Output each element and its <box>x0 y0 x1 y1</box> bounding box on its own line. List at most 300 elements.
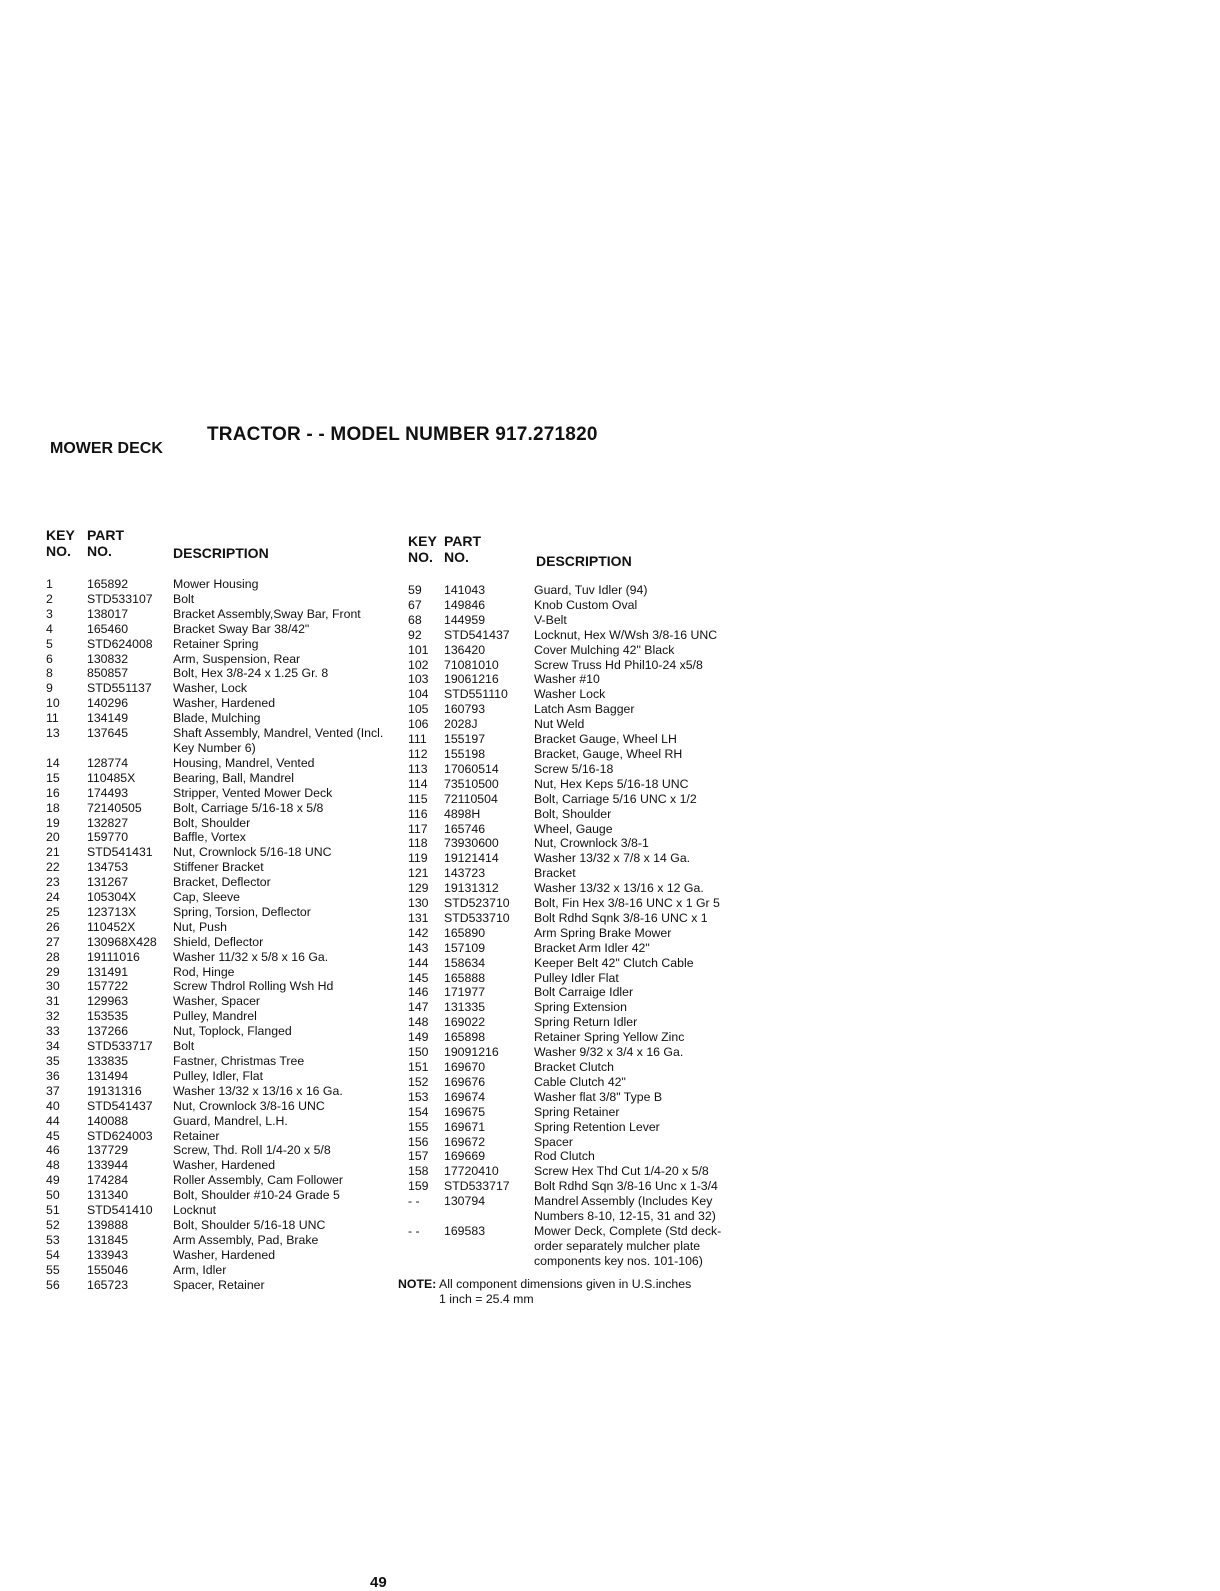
table-row <box>46 1263 406 1278</box>
part-no: STD533107 <box>87 591 153 606</box>
part-description: Bolt Rdhd Sqnk 3/8-16 UNC x 1 <box>534 910 708 925</box>
part-no: 157109 <box>444 940 486 955</box>
part-description: Washer #10 <box>534 672 600 687</box>
key-no-header <box>46 527 75 559</box>
table-row <box>46 830 406 845</box>
key-no: 117 <box>408 821 428 836</box>
part-description: Screw Truss Hd Phil10-24 x5/8 <box>534 657 703 672</box>
table-row <box>408 1000 758 1015</box>
part-no: 130968X428 <box>87 934 157 949</box>
part-description: Bracket Gauge, Wheel LH <box>534 732 677 747</box>
part-no: STD551110 <box>444 687 508 702</box>
part-no: 138017 <box>87 606 129 621</box>
part-no: 134753 <box>87 860 129 875</box>
part-description: Bearing, Ball, Mandrel <box>173 770 294 785</box>
key-no: 155 <box>408 1119 429 1134</box>
key-no: 68 <box>408 612 422 627</box>
key-no: 104 <box>408 687 429 702</box>
key-no: 16 <box>46 785 60 800</box>
table-row <box>46 1203 406 1218</box>
table-row <box>46 622 406 637</box>
table-row <box>46 950 406 965</box>
key-no: 23 <box>46 875 60 890</box>
part-no: 131494 <box>87 1068 129 1083</box>
part-no: 155198 <box>444 746 486 761</box>
part-no: 174284 <box>87 1173 129 1188</box>
key-no: 18 <box>46 800 60 815</box>
part-no: 160793 <box>444 702 486 717</box>
table-row <box>46 592 406 607</box>
table-row <box>408 792 758 807</box>
key-no: 49 <box>46 1173 60 1188</box>
part-no: 169670 <box>444 1060 486 1074</box>
part-no: 165898 <box>444 1030 486 1045</box>
part-no: STD624008 <box>87 636 153 651</box>
table-row <box>46 979 406 994</box>
key-no: 153 <box>408 1089 429 1104</box>
key-no: 148 <box>408 1015 429 1030</box>
table-row <box>408 1105 758 1120</box>
key-no: 19 <box>46 815 60 830</box>
key-no: 111 <box>408 732 427 747</box>
key-no: 50 <box>46 1188 60 1203</box>
table-row <box>46 696 406 711</box>
part-description: Washer, Spacer <box>173 994 261 1009</box>
part-description: Blade, Mulching <box>173 711 261 726</box>
part-no: 169675 <box>444 1104 486 1119</box>
part-description: V-Belt <box>534 612 567 627</box>
table-row <box>408 866 758 881</box>
part-no: 139888 <box>87 1217 129 1232</box>
key-no: 158 <box>408 1164 429 1179</box>
table-row <box>46 1158 406 1173</box>
key-no: 146 <box>408 985 429 1000</box>
part-no: STD541437 <box>444 627 510 642</box>
key-no: 46 <box>46 1143 60 1158</box>
part-description: Washer Lock <box>534 687 606 702</box>
part-no: STD541410 <box>87 1203 153 1218</box>
part-description: Washer 11/32 x 5/8 x 16 Ga. <box>173 949 329 964</box>
part-description: Bolt <box>173 1039 195 1054</box>
key-no: 45 <box>46 1128 60 1143</box>
part-no: 134149 <box>87 711 129 726</box>
part-description: Nut, Toplock, Flanged <box>173 1024 292 1039</box>
table-row <box>46 860 406 875</box>
part-description: Spring, Torsion, Deflector <box>173 904 311 919</box>
part-description: Bracket, Gauge, Wheel RH <box>534 746 683 761</box>
part-description: Shaft Assembly, Mandrel, Vented (Incl. Key Number 6) <box>173 726 384 755</box>
key-no: 151 <box>408 1060 429 1074</box>
part-no: STD533710 <box>444 910 510 925</box>
part-no: 19121414 <box>444 851 499 866</box>
part-no: 73930600 <box>444 836 499 851</box>
part-description: Knob Custom Oval <box>534 597 638 612</box>
table-row <box>408 836 758 851</box>
key-no: 3 <box>46 606 53 621</box>
key-no: 6 <box>46 651 53 666</box>
part-no: 131845 <box>87 1232 129 1247</box>
table-row <box>46 816 406 831</box>
table-row <box>408 1120 758 1135</box>
table-row <box>46 1233 406 1248</box>
part-no: 71081010 <box>444 657 499 672</box>
table-row <box>46 607 406 622</box>
part-no: 105304X <box>87 890 137 905</box>
key-no: 14 <box>46 755 60 770</box>
key-header-line1: KEY <box>46 527 75 543</box>
part-description: Stripper, Vented Mower Deck <box>173 785 333 800</box>
table-row <box>408 717 758 732</box>
part-no: 165460 <box>87 621 129 636</box>
part-no: 137729 <box>87 1143 129 1158</box>
part-description: Locknut <box>173 1203 217 1218</box>
table-row <box>408 702 758 717</box>
key-no: 114 <box>408 776 428 791</box>
part-no: 4898H <box>444 806 481 821</box>
part-description: Screw, Thd. Roll 1/4-20 x 5/8 <box>173 1143 331 1158</box>
part-no: 169672 <box>444 1134 486 1149</box>
key-no: 112 <box>408 746 428 761</box>
table-row <box>408 658 758 673</box>
section-heading: MOWER DECK <box>50 440 163 457</box>
part-description: Nut, Push <box>173 919 227 934</box>
table-row <box>408 598 758 613</box>
part-no: 174493 <box>87 785 129 800</box>
part-description: Bolt Carraige Idler <box>534 985 634 1000</box>
key-no: 67 <box>408 597 422 612</box>
key-no: 59 <box>408 583 422 597</box>
part-description: Bracket <box>534 866 576 881</box>
table-row <box>408 747 758 762</box>
part-no: STD523710 <box>444 896 510 911</box>
key-no: 22 <box>46 860 60 875</box>
table-row <box>46 637 406 652</box>
part-description: Pulley Idler Flat <box>534 970 619 985</box>
key-no: 37 <box>46 1083 60 1098</box>
key-no: 157 <box>408 1149 429 1164</box>
part-description: Retainer Spring <box>173 636 259 651</box>
part-no-header <box>87 527 124 559</box>
part-description: Bracket Arm Idler 42" <box>534 940 650 955</box>
part-no: 131340 <box>87 1188 129 1203</box>
part-no: 165890 <box>444 925 486 940</box>
part-description: Washer 9/32 x 3/4 x 16 Ga. <box>534 1045 684 1060</box>
key-no: 101 <box>408 642 429 657</box>
part-description: Pulley, Mandrel <box>173 1009 257 1024</box>
part-description: Roller Assembly, Cam Follower <box>173 1173 343 1188</box>
part-no: STD624003 <box>87 1128 153 1143</box>
part-no: 850857 <box>87 666 129 681</box>
part-no: STD533717 <box>444 1179 510 1194</box>
part-no: 130832 <box>87 651 129 666</box>
table-row <box>408 583 758 598</box>
table-row <box>46 771 406 786</box>
part-description: Washer, Lock <box>173 681 248 696</box>
part-no: 72110504 <box>444 791 498 806</box>
part-header-line1: PART <box>444 533 482 549</box>
part-description: Spring Extension <box>534 1000 627 1015</box>
key-no: 32 <box>46 1009 60 1024</box>
key-no: 30 <box>46 979 60 994</box>
table-row <box>46 756 406 771</box>
key-no: 144 <box>408 955 429 970</box>
part-description: Arm, Idler <box>173 1262 227 1277</box>
part-no: 155197 <box>444 732 486 747</box>
table-row <box>408 672 758 687</box>
key-no: 10 <box>46 696 60 711</box>
key-no: 106 <box>408 717 429 732</box>
table-row <box>46 666 406 681</box>
part-description: Retainer Spring Yellow Zinc <box>534 1030 685 1045</box>
part-header-line2: NO. <box>444 549 469 565</box>
part-description: Rod, Hinge <box>173 964 235 979</box>
part-description: Guard, Mandrel, L.H. <box>173 1113 288 1128</box>
table-row <box>46 1039 406 1054</box>
key-no: 118 <box>408 836 428 851</box>
table-row <box>46 1024 406 1039</box>
description-header: DESCRIPTION <box>536 553 632 569</box>
part-no: 19091216 <box>444 1045 499 1060</box>
key-no: 25 <box>46 904 60 919</box>
key-no: 56 <box>46 1277 60 1292</box>
table-row <box>46 965 406 980</box>
key-no: 36 <box>46 1068 60 1083</box>
table-row <box>46 845 406 860</box>
table-row <box>408 1015 758 1030</box>
key-no: 21 <box>46 845 60 860</box>
table-row <box>408 777 758 792</box>
part-no: 137645 <box>87 726 129 741</box>
part-no: 129963 <box>87 994 129 1009</box>
key-header-line2: NO. <box>408 549 433 565</box>
part-no: 19111016 <box>87 949 140 964</box>
part-description: Nut, Crownlock 5/16-18 UNC <box>173 845 332 860</box>
part-description: Cover Mulching 42" Black <box>534 642 675 657</box>
key-no: 2 <box>46 591 53 606</box>
part-no-header <box>444 533 481 565</box>
key-no: 119 <box>408 851 428 866</box>
key-no: 29 <box>46 964 60 979</box>
part-description: Bolt, Shoulder 5/16-18 UNC <box>173 1217 326 1232</box>
part-no: 143723 <box>444 866 486 881</box>
dimension-note <box>398 1277 691 1307</box>
key-header-line1: KEY <box>408 533 437 549</box>
part-description: Spacer, Retainer <box>173 1277 265 1292</box>
part-description: Bolt Rdhd Sqn 3/8-16 Unc x 1-3/4 <box>534 1179 718 1194</box>
part-description: Bolt <box>173 591 195 606</box>
key-no: 1 <box>46 577 53 591</box>
table-row <box>408 762 758 777</box>
table-row <box>46 1114 406 1129</box>
part-no: 110485X <box>87 770 136 785</box>
parts-list-left <box>46 577 406 1293</box>
part-header-line1: PART <box>87 527 125 543</box>
part-description: Screw Thdrol Rolling Wsh Hd <box>173 979 334 994</box>
part-description: Arm Spring Brake Mower <box>534 925 672 940</box>
part-description: Retainer <box>173 1128 220 1143</box>
key-no: 28 <box>46 949 60 964</box>
part-description: Stiffener Bracket <box>173 860 264 875</box>
key-no: 152 <box>408 1074 429 1089</box>
part-no: 169669 <box>444 1149 486 1164</box>
table-row <box>408 643 758 658</box>
part-no: 149846 <box>444 597 486 612</box>
key-no: 44 <box>46 1113 60 1128</box>
part-description: Rod Clutch <box>534 1149 595 1164</box>
key-no: 5 <box>46 636 53 651</box>
part-description: Shield, Deflector <box>173 934 264 949</box>
part-description: Spring Retainer <box>534 1104 620 1119</box>
description-header: DESCRIPTION <box>173 545 269 561</box>
table-row <box>46 577 406 592</box>
table-row <box>408 851 758 866</box>
part-description: Housing, Mandrel, Vented <box>173 755 315 770</box>
part-description: Arm, Suspension, Rear <box>173 651 301 666</box>
part-description: Nut, Crownlock 3/8-1 <box>534 836 649 851</box>
key-no: 145 <box>408 970 429 985</box>
key-no: 115 <box>408 791 428 806</box>
parts-list-right <box>408 583 758 1269</box>
table-row <box>408 1045 758 1060</box>
part-no: 110452X <box>87 919 136 934</box>
key-no: 48 <box>46 1158 60 1173</box>
part-no: 2028J <box>444 717 478 732</box>
key-no: 33 <box>46 1024 60 1039</box>
table-row <box>46 1248 406 1263</box>
part-description: Latch Asm Bagger <box>534 702 635 717</box>
key-no: 147 <box>408 1000 429 1015</box>
part-no: 169674 <box>444 1089 486 1104</box>
part-description: Washer 13/32 x 7/8 x 14 Ga. <box>534 851 691 866</box>
part-description: Spacer <box>534 1134 573 1149</box>
parts-table-left <box>46 527 406 1293</box>
part-description: Bracket, Deflector <box>173 875 271 890</box>
part-header-line2: NO. <box>87 543 112 559</box>
table-row <box>46 875 406 890</box>
table-row <box>408 1224 758 1269</box>
key-no: 24 <box>46 890 60 905</box>
part-description: Screw Hex Thd Cut 1/4-20 x 5/8 <box>534 1164 709 1179</box>
key-no: 154 <box>408 1104 429 1119</box>
part-no: 141043 <box>444 583 486 597</box>
table-row <box>408 926 758 941</box>
part-no: 155046 <box>87 1262 129 1277</box>
part-no: 133835 <box>87 1054 129 1068</box>
table-row <box>408 1090 758 1105</box>
key-no: 27 <box>46 934 60 949</box>
note-text: All component dimensions given in U.S.inches <box>439 1277 692 1291</box>
key-no: 143 <box>408 940 429 955</box>
key-no: - - <box>408 1223 420 1238</box>
table-row <box>46 1054 406 1069</box>
table-row <box>408 807 758 822</box>
key-no: 26 <box>46 919 60 934</box>
key-no: 54 <box>46 1247 60 1262</box>
key-no: 11 <box>46 711 59 726</box>
part-description: Locknut, Hex W/Wsh 3/8-16 UNC <box>534 627 718 642</box>
part-description: Screw 5/16-18 <box>534 761 614 776</box>
part-no: 171977 <box>444 985 486 1000</box>
table-row <box>408 732 758 747</box>
table-row <box>46 681 406 696</box>
part-description: Bolt, Shoulder <box>173 815 251 830</box>
table-row <box>46 935 406 950</box>
table-row <box>408 985 758 1000</box>
key-no: 53 <box>46 1232 60 1247</box>
table-row <box>46 1218 406 1233</box>
part-description: Bolt, Carriage 5/16 UNC x 1/2 <box>534 791 697 806</box>
part-description: Bolt, Shoulder <box>534 806 612 821</box>
part-no: 131335 <box>444 1000 486 1015</box>
part-no: 153535 <box>87 1009 129 1024</box>
table-row <box>46 890 406 905</box>
table-row <box>46 1084 406 1099</box>
key-header-line2: NO. <box>46 543 71 559</box>
part-no: 165892 <box>87 577 129 591</box>
key-no: 55 <box>46 1262 60 1277</box>
table-row <box>408 911 758 926</box>
part-description: Washer, Hardened <box>173 1247 276 1262</box>
part-no: 140088 <box>87 1113 129 1128</box>
table-row <box>408 1164 758 1179</box>
key-no: 92 <box>408 627 422 642</box>
part-description: Bolt, Shoulder #10-24 Grade 5 <box>173 1188 340 1203</box>
part-description: Cable Clutch 42" <box>534 1074 626 1089</box>
part-no: 19131312 <box>444 881 499 896</box>
key-no: 159 <box>408 1179 429 1194</box>
table-row <box>408 896 758 911</box>
key-no: 142 <box>408 925 429 940</box>
part-description: Mower Housing <box>173 577 259 591</box>
part-description: Bracket Assembly,Sway Bar, Front <box>173 606 361 621</box>
part-no: 128774 <box>87 755 129 770</box>
key-no: 156 <box>408 1134 429 1149</box>
part-description: Spring Return Idler <box>534 1015 638 1030</box>
part-description: Guard, Tuv Idler (94) <box>534 583 648 597</box>
key-no: 131 <box>408 910 429 925</box>
part-description: Bolt, Hex 3/8-24 x 1.25 Gr. 8 <box>173 666 329 681</box>
part-no: 169583 <box>444 1223 486 1238</box>
part-description: Washer flat 3/8" Type B <box>534 1089 663 1104</box>
key-no: 105 <box>408 702 429 717</box>
table-header <box>46 527 406 577</box>
table-row <box>46 905 406 920</box>
table-row <box>46 1173 406 1188</box>
part-no: 169671 <box>444 1119 486 1134</box>
part-no: 19131316 <box>87 1083 142 1098</box>
part-no: 72140505 <box>87 800 142 815</box>
table-row <box>46 994 406 1009</box>
key-no: 130 <box>408 896 429 911</box>
key-no: 129 <box>408 881 429 896</box>
part-no: 19061216 <box>444 672 499 687</box>
table-row <box>408 613 758 628</box>
part-description: Washer, Hardened <box>173 1158 276 1173</box>
part-description: Nut, Hex Keps 5/16-18 UNC <box>534 776 689 791</box>
key-no: 4 <box>46 621 53 636</box>
key-no: 121 <box>408 866 429 881</box>
key-no: 103 <box>408 672 429 687</box>
part-no: STD541437 <box>87 1098 153 1113</box>
part-description: Nut, Crownlock 3/8-16 UNC <box>173 1098 325 1113</box>
table-row <box>408 971 758 986</box>
key-no-header <box>408 533 437 565</box>
part-no: 165888 <box>444 970 486 985</box>
table-row <box>46 1069 406 1084</box>
table-row <box>408 1149 758 1164</box>
part-description: Mandrel Assembly (Includes Key Numbers 8-10, 12-15, 31 and 32) <box>534 1194 716 1224</box>
table-row <box>408 881 758 896</box>
